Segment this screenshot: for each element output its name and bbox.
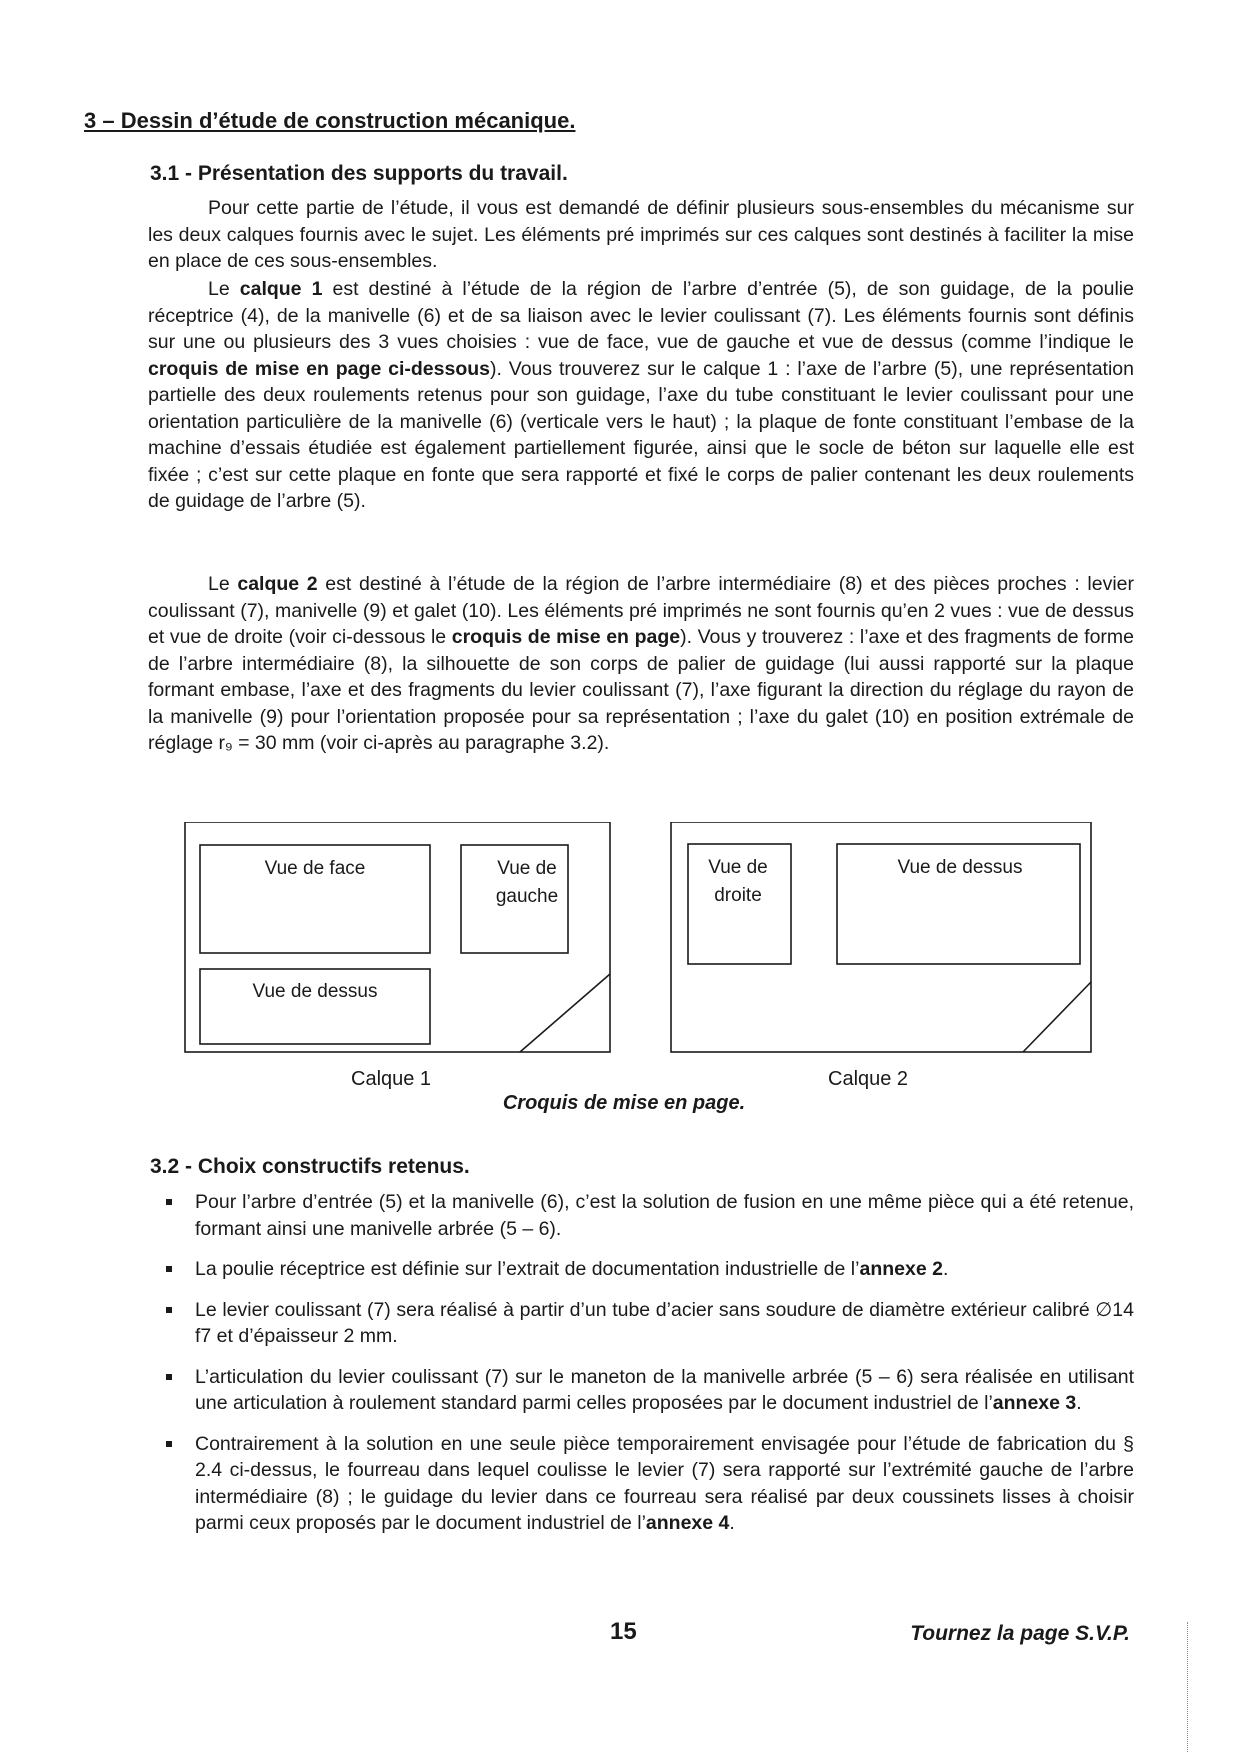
constructive-choices-list: [166, 1189, 1134, 1551]
label-vue-de-gauche-l1: Vue de: [497, 858, 557, 879]
section-title: 3 – Dessin d’étude de construction mécanique.: [84, 108, 576, 133]
calque-1-frame: [185, 822, 610, 1052]
list-item: L’articulation du levier coulissant (7) sur le maneton de la manivelle arbrée (5 – 6) sera réalisée en utilisant une articulation à roulement standard parmi celles proposées par le document industriel de l’annexe 3.: [166, 1364, 1134, 1417]
title-block-diagonal-1: [520, 974, 610, 1052]
turn-page-note: Tournez la page S.V.P.: [910, 1622, 1130, 1645]
paragraph-intro: Pour cette partie de l’étude, il vous est demandé de définir plusieurs sous-ensembles du mécanisme sur les deux calques fournis avec le sujet. Les éléments pré imprimés sur ces calques sont destinés à faciliter la mise en place de ces sous-ensembles.: [148, 197, 1134, 272]
calque-2-emphasis: calque 2: [237, 573, 318, 595]
title-block-diagonal-2: [1023, 982, 1091, 1052]
list-item: Le levier coulissant (7) sera réalisé à partir d’un tube d’acier sans soudure de diamètre extérieur calibré ∅14 f7 et d’épaisseur 2 mm.: [166, 1297, 1134, 1350]
caption-calque-2: Calque 2: [828, 1068, 909, 1090]
layout-sketch: [0, 822, 1248, 1122]
caption-calque-1: Calque 1: [351, 1068, 432, 1090]
figure-caption: Croquis de mise en page.: [502, 1092, 746, 1114]
croquis-reference-emphasis: croquis de mise en page ci-dessous: [148, 357, 491, 380]
label-vue-de-dessus-2: Vue de dessus: [897, 857, 1023, 878]
label-vue-de-droite-l2: droite: [714, 885, 762, 906]
page-number: 15: [610, 1618, 637, 1645]
list-item: La poulie réceptrice est définie sur l’extrait de documentation industrielle de l’annexe 2.: [166, 1256, 1134, 1283]
calque-1-emphasis: calque 1: [239, 278, 323, 300]
paragraph-calque-2: Le calque 2 est destiné à l’étude de la région de l’arbre intermédiaire (8) et des pièces proches : levier coulissant (7), manivelle (9) et galet (10). Les éléments pré imprimés ne sont fournis qu’en 2 vues : vue de dessus et vue de droite (voir ci-dessous le croquis de mise en page). Vous y trouverez : l’axe et des fragments de forme de l’arbre intermédiaire (8), la silhouette de son corps de palier de guidage (lui aussi rapporté sur la plaque formant embase, l’axe et des fragments du levier coulissant (7), l’axe figurant la direction du réglage du rayon de la manivelle (9) pour l’orientation proposée pour sa représentation ; l’axe du galet (10) en position extrémale de réglage r₉ = 30 mm (voir ci-après au paragraphe 3.2).: [148, 573, 1134, 754]
croquis-reference-emphasis: croquis de mise en page: [451, 626, 681, 648]
subsection-3-2-title: 3.2 - Choix constructifs retenus.: [150, 1155, 470, 1178]
list-item: Contrairement à la solution en une seule pièce temporairement envisagée pour l’étude de fabrication du § 2.4 ci-dessus, le fourreau dans lequel coulisse le levier (7) sera rapporté sur l’extrémité gauche de l’arbre intermédiaire (8) ; le guidage du levier dans ce fourreau sera réalisé par deux coussinets lisses à choisir parmi ceux proposés par le document industriel de l’annexe 4.: [166, 1431, 1134, 1537]
label-vue-de-gauche-l2: gauche: [495, 886, 559, 907]
subsection-3-1-title: 3.1 - Présentation des supports du travail.: [150, 162, 568, 185]
paragraph-calque-1: Le calque 1 est destiné à l’étude de la région de l’arbre d’entrée (5), de son guidage, de la poulie réceptrice (4), de la manivelle (6) et de sa liaison avec le levier coulissant (7). Les éléments fournis sont définis sur une ou plusieurs des 3 vues choisies : vue de face, vue de gauche et vue de dessus (comme l’indique le croquis de mise en page ci-dessous). Vous trouverez sur le calque 1 : l’axe de l’arbre (5), une représentation partielle des deux roulements retenus pour son guidage, l’axe du tube constituant le levier coulissant pour une orientation particulière de la manivelle (6) (verticale vers le haut) ; la plaque de fonte constituant l’embase de la machine d’essais étudiée est également partiellement figurée, ainsi que le socle de béton sur laquelle elle est fixée ; c’est sur cette plaque en fonte que sera rapporté et fixé le corps de palier contenant les deux roulements de guidage de l’arbre (5).: [148, 278, 1134, 512]
list-item: Pour l’arbre d’entrée (5) et la manivelle (6), c’est la solution de fusion en une même pièce qui a été retenue, formant ainsi une manivelle arbrée (5 – 6).: [166, 1189, 1134, 1242]
label-vue-de-face: Vue de face: [264, 858, 366, 879]
scan-edge-mark: [1187, 1622, 1188, 1752]
label-vue-de-droite-l1: Vue de: [708, 857, 768, 878]
label-vue-de-dessus-1: Vue de dessus: [252, 981, 378, 1002]
